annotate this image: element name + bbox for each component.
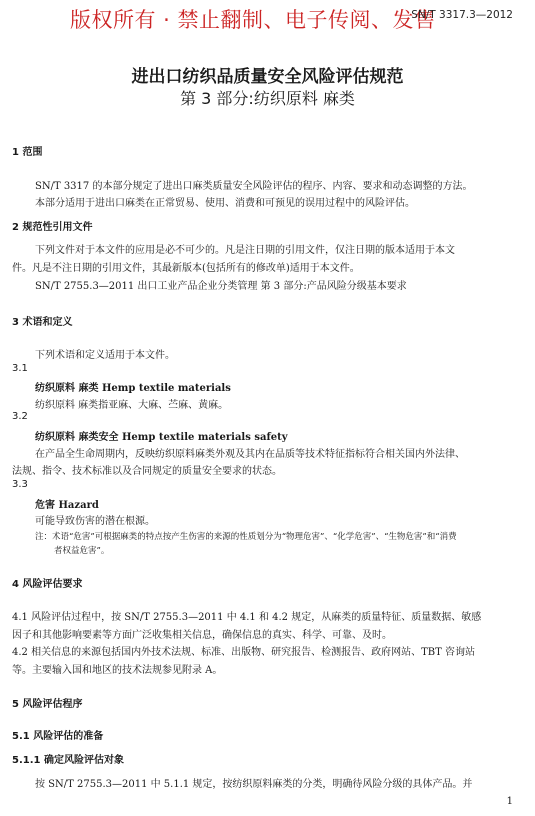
section-2-paragraph-line-2: 件。凡是不注日期的引用文件，其最新版本(包括所有的修改单)适用于本文件。	[12, 263, 360, 274]
term-3-2-title: 纺织原料 麻类安全 Hemp textile materials safety	[35, 432, 288, 443]
document-subtitle: 第 3 部分:纺织原料 麻类	[180, 89, 355, 108]
clause-4-1-line-1: 4.1 风险评估过程中，按 SN/T 2755.3—2011 中 4.1 和 4.2 规定，从麻类的质量特征、质量数据、敏感	[12, 612, 482, 623]
page-number: 1	[506, 796, 513, 807]
section-1-heading: 1 范围	[12, 147, 43, 158]
section-5-heading: 5 风险评估程序	[12, 699, 83, 710]
section-4-heading: 4 风险评估要求	[12, 579, 83, 590]
standard-number: SN/T 3317.3—2012	[411, 9, 513, 21]
section-2-heading: 2 规范性引用文件	[12, 222, 93, 233]
clause-4-1-line-2: 因子和其他影响要素等方面广泛收集相关信息，确保信息的真实、科学、可靠、及时。	[12, 630, 392, 641]
section-5-1-1-heading: 5.1.1 确定风险评估对象	[12, 755, 124, 766]
clause-4-2-line-2: 等。主要输入国和地区的技术法规参见附录 A。	[12, 665, 223, 676]
term-3-3-note-line-1: 注：术语“危害”可根据麻类的特点按产生伤害的来源的性质划分为“物理危害”、“化学危害”、“生物危害”和“消费	[35, 532, 457, 542]
term-3-3-note-line-2: 者权益危害”。	[54, 546, 110, 556]
term-3-3-number: 3.3	[12, 479, 28, 490]
term-3-1-definition: 纺织原料 麻类指亚麻、大麻、苎麻、黄麻。	[35, 400, 229, 411]
clause-4-2-line-1: 4.2 相关信息的来源包括国内外技术法规、标准、出版物、研究报告、检测报告、政府网站、TBT 咨询站	[12, 647, 475, 658]
normative-reference: SN/T 2755.3—2011 出口工业产品企业分类管理 第 3 部分:产品风险分级基本要求	[35, 281, 407, 292]
section-1-paragraph-2: 本部分适用于进出口麻类在正常贸易、使用、消费和可预见的误用过程中的风险评估。	[35, 198, 415, 209]
term-3-3-title: 危害 Hazard	[35, 500, 99, 511]
clause-5-1-1-text: 按 SN/T 2755.3—2011 中 5.1.1 规定，按纺织原料麻类的分类，明确待风险分级的具体产品。并	[35, 779, 473, 790]
term-3-2-number: 3.2	[12, 411, 28, 422]
term-3-3-definition: 可能导致伤害的潜在根源。	[35, 516, 155, 527]
section-3-intro: 下列术语和定义适用于本文件。	[35, 350, 175, 361]
term-3-2-definition-line-2: 法规、指令、技术标准以及合同规定的质量安全要求的状态。	[12, 466, 282, 477]
section-3-heading: 3 术语和定义	[12, 317, 73, 328]
term-3-1-number: 3.1	[12, 363, 28, 374]
term-3-2-definition-line-1: 在产品全生命周期内，反映纺织原料麻类外观及其内在品质等技术特征指标符合相关国内外法律、	[35, 449, 465, 460]
section-2-paragraph-line-1: 下列文件对于本文件的应用是必不可少的。凡是注日期的引用文件，仅注日期的版本适用于本文	[35, 245, 455, 256]
document-title: 进出口纺织品质量安全风险评估规范	[131, 67, 404, 87]
section-5-1-heading: 5.1 风险评估的准备	[12, 731, 104, 742]
section-1-paragraph-1: SN/T 3317 的本部分规定了进出口麻类质量安全风险评估的程序、内容、要求和动态调整的方法。	[35, 181, 473, 192]
copyright-watermark: 版权所有 · 禁止翻制、电子传阅、发售	[70, 8, 436, 32]
term-3-1-title: 纺织原料 麻类 Hemp textile materials	[35, 383, 231, 394]
